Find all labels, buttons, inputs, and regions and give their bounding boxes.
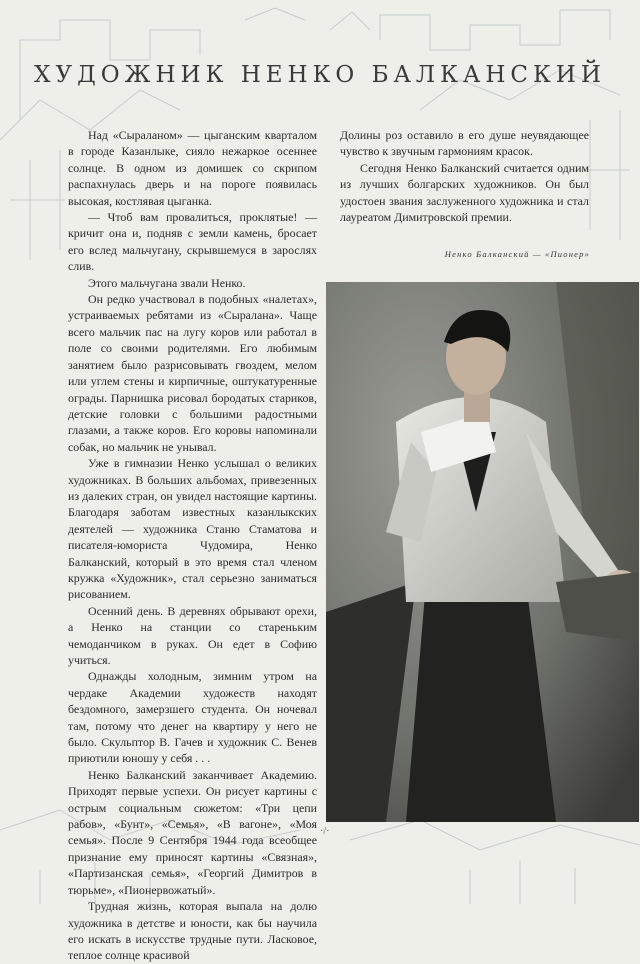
paragraph: Трудная жизнь, которая выпала на долю художника в детстве и юности, как бы научила его искать в искусстве трудные пути. Ласковое, теплое солнце красивой (68, 899, 317, 963)
paragraph: Долины роз оставило в его душе неувядающее чувство к звучным гармониям красок. (340, 128, 589, 159)
paragraph: — Чтоб вам провалиться, проклятые! — кричит она и, подняв с земли камень, бросает его вслед мальчугану, скрывшемуся в зарослях слив. (68, 210, 317, 274)
painting-pioneer (326, 282, 639, 822)
paragraph: Однажды холодным, зимним утром на чердаке Академии художеств находят бездомного, замерзшего студента. Он ночевал там, потому что денег на квартиру у него не было. Скульптор В. Гачев и художник С. Венев приютили юношу у себя . . . (68, 669, 317, 766)
paragraph: Сегодня Ненко Балканский считается одним из лучших болгарских художников. Он был удостоен звания заслуженного художника и стал лауреатом Димитровской премии. (340, 160, 589, 225)
paragraph: Осенний день. В деревнях обрывают орехи, а Ненко на станции со стареньким чемоданчиком в руках. Он едет в Софию учиться. (68, 603, 317, 667)
image-caption: Ненко Балканский — «Пионер» (444, 249, 590, 259)
paragraph: Он редко участвовал в подобных «налетах», устраиваемых ребятами из «Сыралана». Чаще всего мальчик пас на лугу коров или работал в поле со своими родителями. Его любимым занятием было разрисовывать гвоздем, мелом или углем стены и кирпичные, оштукатуренные ограды. Парнишка рисовал бородатых стариков, детские головки с большими радостными глазами, а также коров. Его коровы напоминали собак, но мальчик не унывал. (68, 292, 317, 454)
paragraph: Над «Сыраланом» — цыганским кварталом в городе Казанлыке, сияло нежаркое осеннее солнце. В одном из домишек со скрипом распахнулась дверь и на пороге появилась высокая, костлявая цыганка. (68, 128, 317, 208)
paragraph: Ненко Балканский заканчивает Академию. Приходят первые успехи. Он рисует картины с острым социальным сюжетом: «Три цепи рабов», «Бунт», «Семья», «В вагоне», «Моя семья». После 9 Сентября 1944 года всеобщее признание ему приносят картины «Связная», «Партизанская семья», «Георгий Димитров в тюрьме», «Пионервожатый». (68, 767, 317, 897)
paragraph: Уже в гимназии Ненко услышал о великих художниках. В больших альбомах, привезенных из далеких стран, он увидел настоящие картины. Благодаря заботам известных казанлыкских деятелей — художника Станю Стаматова и писателя-юмориста Чудомира, Ненко Балканский, который в это время стал членом кружка «Художник», стал серьезно заниматься рисованием. (68, 456, 317, 602)
article-title: ХУДОЖНИК НЕНКО БАЛКАНСКИЙ (34, 62, 606, 88)
paragraph: Этого мальчугана звали Ненко. (88, 275, 246, 290)
right-column (340, 127, 589, 225)
left-column (68, 127, 317, 964)
footer-mark: ·/· (320, 826, 330, 837)
